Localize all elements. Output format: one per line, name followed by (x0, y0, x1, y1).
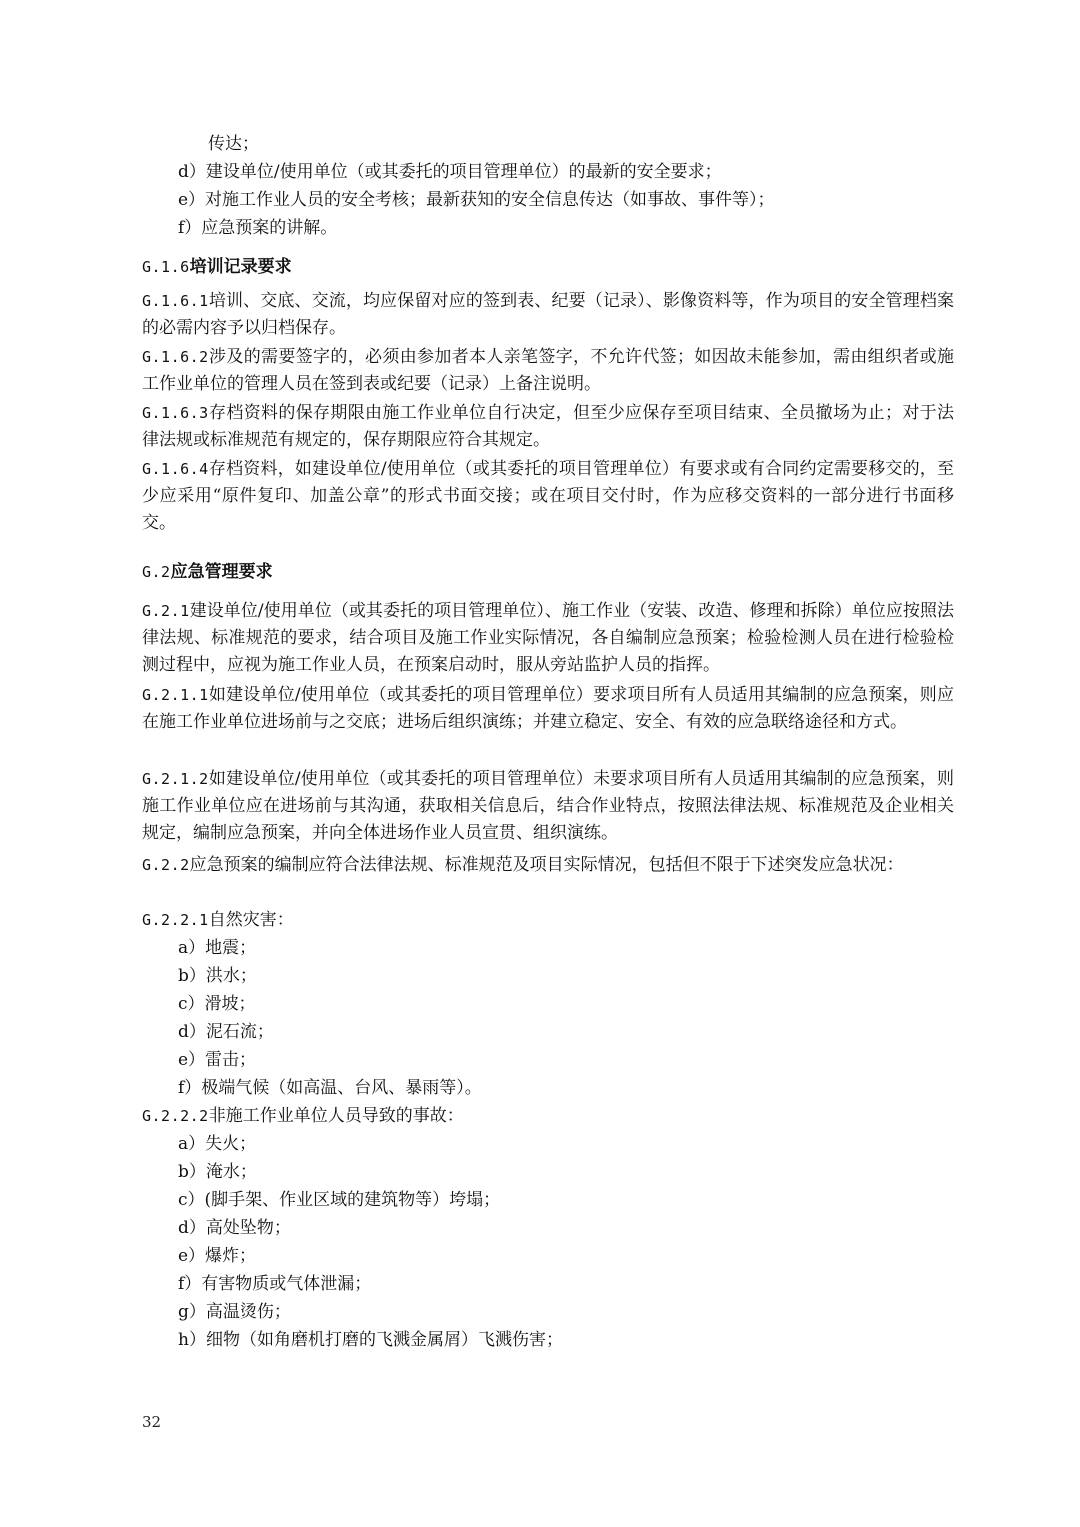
list-item: b）淹水； (178, 1162, 257, 1182)
clause-g211 (142, 682, 954, 736)
list-item: a）地震； (178, 938, 257, 958)
list-item: d）建设单位/使用单位（或其委托的项目管理单位）的最新的安全要求； (178, 162, 722, 182)
clause-number: G.2.1.1 (142, 686, 209, 704)
section-number: G.2 (142, 563, 171, 581)
continuation-text: 传达； (208, 134, 259, 154)
section-title: 培训记录要求 (189, 257, 292, 277)
clause-text: 培训、交底、交流，均应保留对应的签到表、纪要（记录）、影像资料等，作为项目的安全管理档案的必需内容予以归档保存。 (142, 291, 954, 338)
clause-g164 (142, 456, 954, 537)
list-item: c）(脚手架、作业区域的建筑物等）垮塌； (178, 1190, 501, 1210)
clause-number: G.1.6.2 (142, 348, 209, 366)
section-heading-g2 (142, 560, 954, 586)
list-item: f）有害物质或气体泄漏； (178, 1274, 372, 1294)
clause-g161 (142, 288, 954, 342)
list-item: a）失火； (178, 1134, 257, 1154)
clause-number: G.1.6.3 (142, 404, 209, 422)
section-number: G.1.6 (142, 258, 190, 276)
clause-text: 存档资料的保存期限由施工作业单位自行决定，但至少应保存至项目结束、全员撤场为止；对于法律法规或标准规范有规定的，保存期限应符合其规定。 (142, 403, 954, 450)
list-item: c）滑坡； (178, 994, 256, 1014)
clause-text: 存档资料，如建设单位/使用单位（或其委托的项目管理单位）有要求或有合同约定需要移交的，至少应采用“原件复印、加盖公章”的形式书面交接；或在项目交付时，作为应移交资料的一部分进行书面移交。 (142, 459, 954, 533)
clause-g221 (142, 908, 954, 934)
clause-number: G.2.1 (142, 602, 190, 620)
clause-text: 自然灾害： (208, 910, 294, 930)
clause-g212 (142, 766, 954, 847)
clause-number: G.2.1.2 (142, 770, 209, 788)
clause-text: 应急预案的编制应符合法律法规、标准规范及项目实际情况，包括但不限于下述突发应急状况： (189, 855, 904, 875)
clause-text: 建设单位/使用单位（或其委托的项目管理单位）、施工作业（安装、改造、修理和拆除）单位应按照法律法规、标准规范的要求，结合项目及施工作业实际情况，各自编制应急预案；检验检测人员在进行检验检测过程中，应视为施工作业人员，在预案启动时，服从旁站监护人员的指挥。 (142, 601, 954, 675)
list-item: e）对施工作业人员的安全考核；最新获知的安全信息传达（如事故、事件等）； (178, 190, 775, 210)
clause-g21 (142, 598, 954, 679)
clause-number: G.1.6.4 (142, 460, 209, 478)
list-item: f）应急预案的讲解。 (178, 218, 338, 238)
clause-number: G.2.2.1 (142, 911, 209, 929)
list-item: d）泥石流； (178, 1022, 274, 1042)
clause-text: 涉及的需要签字的，必须由参加者本人亲笔签字，不允许代签；如因故未能参加，需由组织者或施工作业单位的管理人员在签到表或纪要（记录）上备注说明。 (142, 347, 954, 394)
clause-g162 (142, 344, 954, 398)
list-item: b）洪水； (178, 966, 257, 986)
clause-g163 (142, 400, 954, 454)
clause-text: 如建设单位/使用单位（或其委托的项目管理单位）未要求项目所有人员适用其编制的应急预案，则施工作业单位应在进场前与其沟通，获取相关信息后，结合作业特点，按照法律法规、标准规范及企业相关规定，编制应急预案，并向全体进场作业人员宣贯、组织演练。 (142, 769, 954, 843)
section-title: 应急管理要求 (170, 562, 273, 582)
list-item: h）细物（如角磨机打磨的飞溅金属屑）飞溅伤害； (178, 1330, 563, 1350)
section-heading-g16 (142, 255, 954, 281)
clause-g222 (142, 1104, 954, 1130)
clause-number: G.1.6.1 (142, 292, 209, 310)
list-item: f）极端气候（如高温、台风、暴雨等）。 (178, 1078, 482, 1098)
clause-number: G.2.2 (142, 856, 190, 874)
page-number: 32 (142, 1413, 162, 1431)
clause-text: 如建设单位/使用单位（或其委托的项目管理单位）要求项目所有人员适用其编制的应急预案，则应在施工作业单位进场前与之交底；进场后组织演练；并建立稳定、安全、有效的应急联络途径和方式。 (142, 685, 954, 732)
list-item: g）高温烫伤； (178, 1302, 291, 1322)
list-item: e）雷击； (178, 1050, 257, 1070)
list-item: e）爆炸； (178, 1246, 257, 1266)
list-item: d）高处坠物； (178, 1218, 291, 1238)
clause-g22 (142, 852, 954, 879)
clause-number: G.2.2.2 (142, 1107, 209, 1125)
clause-text: 非施工作业单位人员导致的事故： (208, 1106, 464, 1126)
